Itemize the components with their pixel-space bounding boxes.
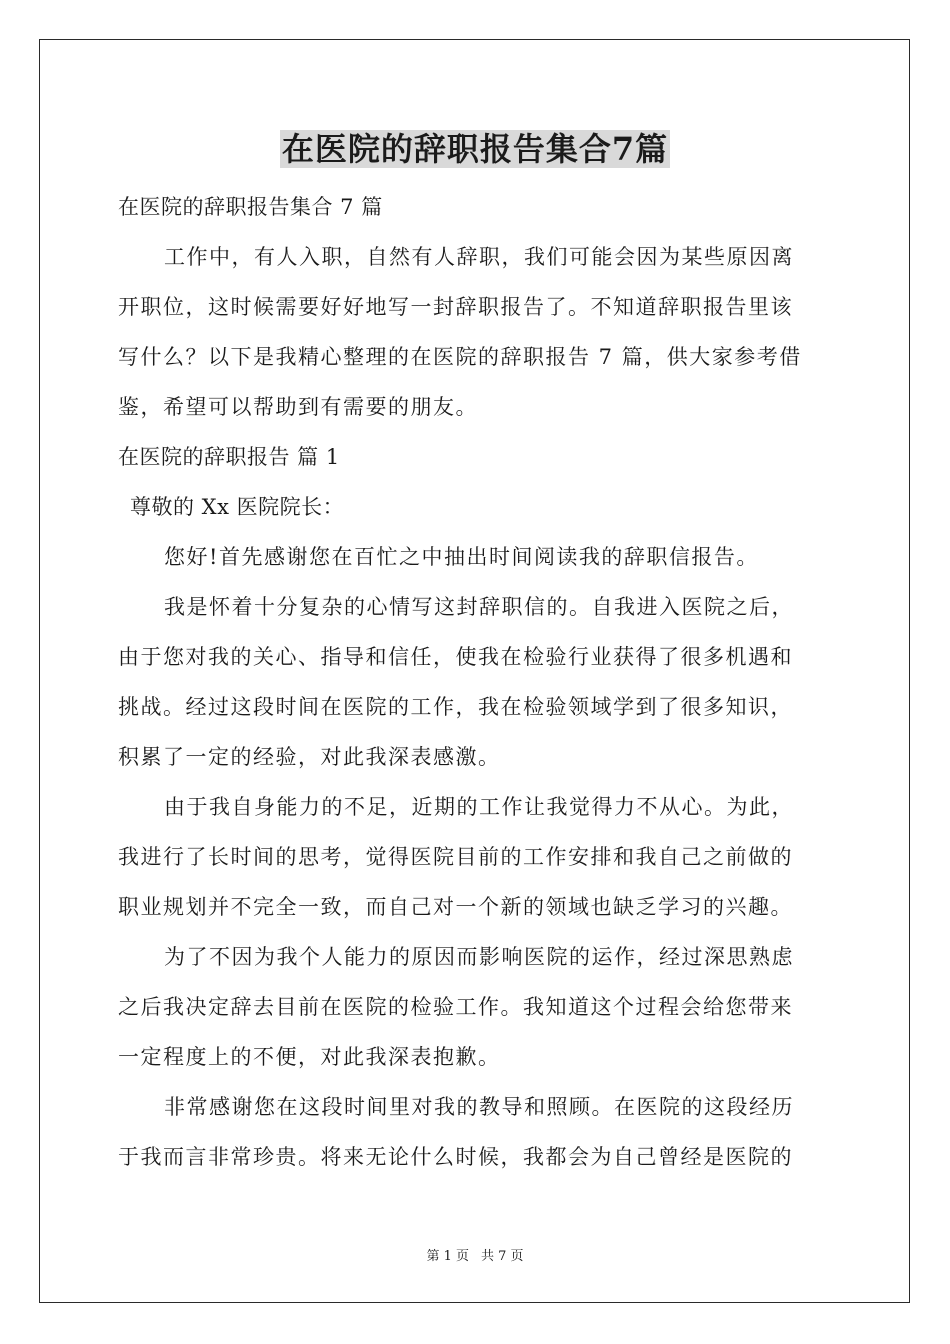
paragraph-line: 职业规划并不完全一致，而自己对一个新的领域也缺乏学习的兴趣。	[118, 895, 793, 919]
intro-line: 开职位，这时候需要好好地写一封辞职报告了。不知道辞职报告里该	[118, 295, 793, 319]
document-subtitle: 在医院的辞职报告集合 7 篇	[118, 195, 383, 219]
paragraph-line: 非常感谢您在这段时间里对我的教导和照顾。在医院的这段经历	[164, 1095, 794, 1119]
page-footer	[0, 1248, 950, 1266]
salutation: 尊敬的 Xx 医院院长：	[130, 495, 345, 519]
document-title	[0, 128, 950, 170]
intro-line: 鉴，希望可以帮助到有需要的朋友。	[118, 395, 478, 419]
paragraph-line: 由于您对我的关心、指导和信任，使我在检验行业获得了很多机遇和	[118, 645, 793, 669]
paragraph-line: 于我而言非常珍贵。将来无论什么时候，我都会为自己曾经是医院的	[118, 1145, 793, 1169]
intro-line: 写什么？以下是我精心整理的在医院的辞职报告 7 篇，供大家参考借	[118, 345, 802, 369]
paragraph-line: 我是怀着十分复杂的心情写这封辞职信的。自我进入医院之后，	[164, 595, 794, 619]
paragraph-line: 积累了一定的经验，对此我深表感激。	[118, 745, 501, 769]
greeting-line: 您好!首先感谢您在百忙之中抽出时间阅读我的辞职信报告。	[164, 545, 759, 569]
section-heading: 在医院的辞职报告 篇 1	[118, 445, 340, 469]
paragraph-line: 由于我自身能力的不足，近期的工作让我觉得力不从心。为此，	[164, 795, 794, 819]
paragraph-line: 一定程度上的不便，对此我深表抱歉。	[118, 1045, 501, 1069]
intro-line: 工作中，有人入职，自然有人辞职，我们可能会因为某些原因离	[164, 245, 794, 269]
page-number: 第 1 页	[426, 1249, 469, 1264]
paragraph-line: 之后我决定辞去目前在医院的检验工作。我知道这个过程会给您带来	[118, 995, 793, 1019]
document-title-text: 在医院的辞职报告集合7篇	[281, 130, 669, 168]
paragraph-line: 为了不因为我个人能力的原因而影响医院的运作，经过深思熟虑	[164, 945, 794, 969]
paragraph-line: 我进行了长时间的思考，觉得医院目前的工作安排和我自己之前做的	[118, 845, 793, 869]
page-total: 共 7 页	[481, 1249, 524, 1264]
document-body	[118, 182, 834, 1182]
paragraph-line: 挑战。经过这段时间在医院的工作，我在检验领域学到了很多知识，	[118, 695, 793, 719]
